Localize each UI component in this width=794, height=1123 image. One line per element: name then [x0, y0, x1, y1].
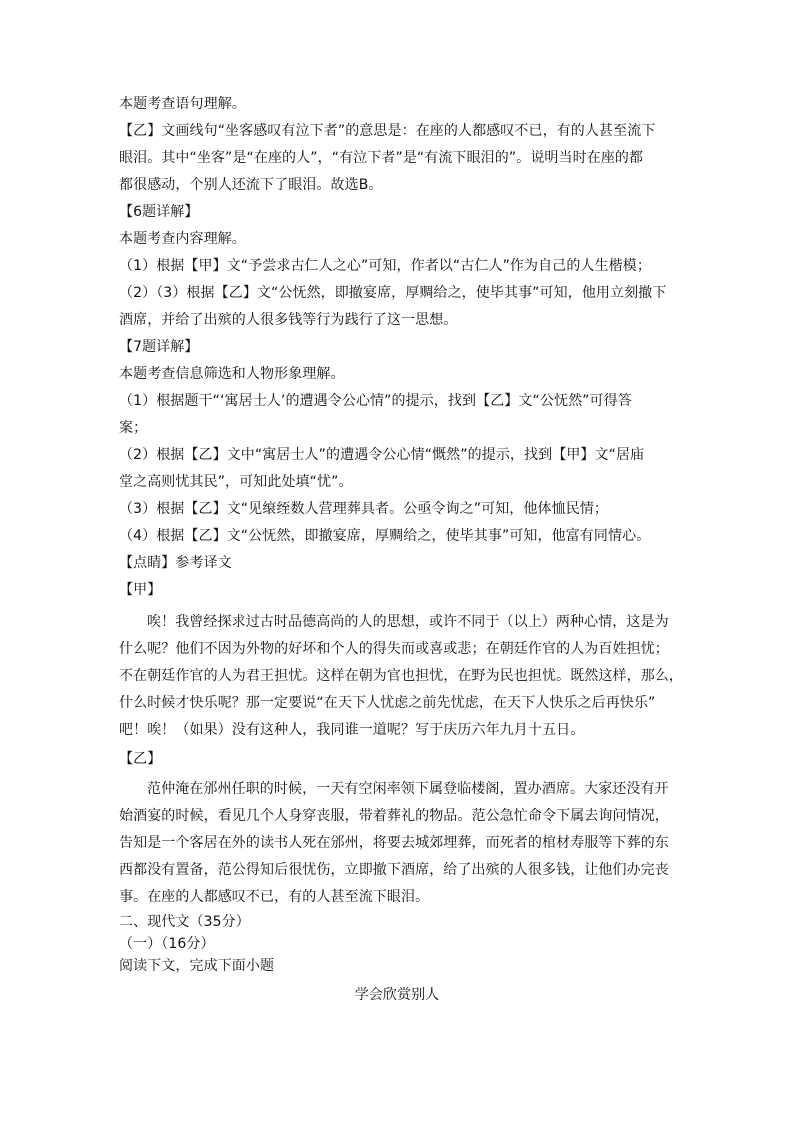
text-line: 什么时候才快乐呢？那一定要说“在天下人忧虑之前先忧虑，在天下人快乐之后再快乐”: [119, 695, 656, 711]
section-heading: 二、现代文（35分）: [119, 914, 250, 930]
section-heading: 【甲】: [119, 582, 162, 598]
text-line: （4）根据【乙】文“公怃然，即撤宴席，厚赒给之，使毕其事”可知，他富有同情心。: [119, 528, 651, 544]
text-line: 堂之高则忧其民”，可知此处填“忧”。: [119, 474, 353, 490]
text-line: 案；: [119, 420, 148, 436]
text-line: 不在朝廷作官的人为君王担忧。这样在朝为官也担忧，在野为民也担忧。既然这样，那么，: [119, 668, 683, 684]
text-line: （2）（3）根据【乙】文“公怃然，即撤宴席，厚赒给之，使毕其事”可知，他用立刻撤下: [119, 285, 667, 301]
text-line: 本题考查语句理解。: [119, 96, 246, 112]
text-line: 范仲淹在邠州任职的时候，一天有空闲率领下属登临楼阁，置办酒席。大家还没有开: [147, 781, 669, 797]
text-line: （2）根据【乙】文中“寓居士人”的遭遇令公心情“慨然”的提示，找到【甲】文“居庙: [119, 447, 645, 463]
text-line: 酒席，并给了出殡的人很多钱等行为践行了这一思想。: [119, 312, 458, 328]
text-line: （1）根据题干“‘寓居士人’的遭遇令公心情”的提示，找到【乙】文“公怃然”可得答: [119, 393, 632, 409]
article-title: 学会欣赏别人: [354, 987, 440, 1003]
text-line: 本题考查信息筛选和人物形象理解。: [119, 366, 345, 382]
text-line: 事。在座的人都感叹不已，有的人甚至流下眼泪。: [119, 889, 430, 905]
text-line: 吧！唉！（如果）没有这种人，我同谁一道呢？写于庆历六年九月十五日。: [119, 722, 585, 738]
text-line: 西都没有置备，范公得知后很忧伤，立即撤下酒席，给了出殡的人很多钱，让他们办完丧: [119, 862, 669, 878]
text-line: （3）根据【乙】文“见缞绖数人营理葬具者。公亟令询之”可知，他体恤民情；: [119, 501, 609, 517]
section-heading: 【乙】: [119, 751, 162, 767]
text-line: 唉！我曾经探求过古时品德高尚的人的思想，或许不同于（以上）两种心情，这是为: [147, 614, 669, 630]
text-line: 始酒宴的时候，看见几个人身穿丧服，带着葬礼的物品。范公急忙命令下属去询问情况，: [119, 808, 669, 824]
text-line: 【乙】文画线句“坐客感叹有泣下者”的意思是：在座的人都感叹不已，有的人甚至流下: [119, 123, 656, 139]
text-line: 什么呢？他们不因为外物的好坏和个人的得失而或喜或悲；在朝廷作官的人为百姓担忧；: [119, 641, 669, 657]
text-line: 告知是一个客居在外的读书人死在邠州，将要去城郊埋葬，而死者的棺材寿服等下葬的东: [119, 835, 669, 851]
text-line: 阅读下文，完成下面小题: [119, 958, 275, 974]
text-line: 眼泪。其中“坐客”是“在座的人”，“有泣下者”是“有流下眼泪的”。说明当时在座的都: [119, 150, 644, 166]
text-line: 都很感动，个别人还流下了眼泪。故选B。: [119, 177, 383, 193]
section-heading: 【6题详解】: [119, 204, 199, 220]
section-heading: （一）（16分）: [119, 936, 215, 952]
section-heading: 【点睛】参考译文: [119, 555, 232, 571]
text-line: （1）根据【甲】文“予尝求古仁人之心”可知，作者以“古仁人”作为自己的人生楷模；: [119, 258, 651, 274]
text-line: 本题考查内容理解。: [119, 231, 246, 247]
section-heading: 【7题详解】: [119, 339, 199, 355]
